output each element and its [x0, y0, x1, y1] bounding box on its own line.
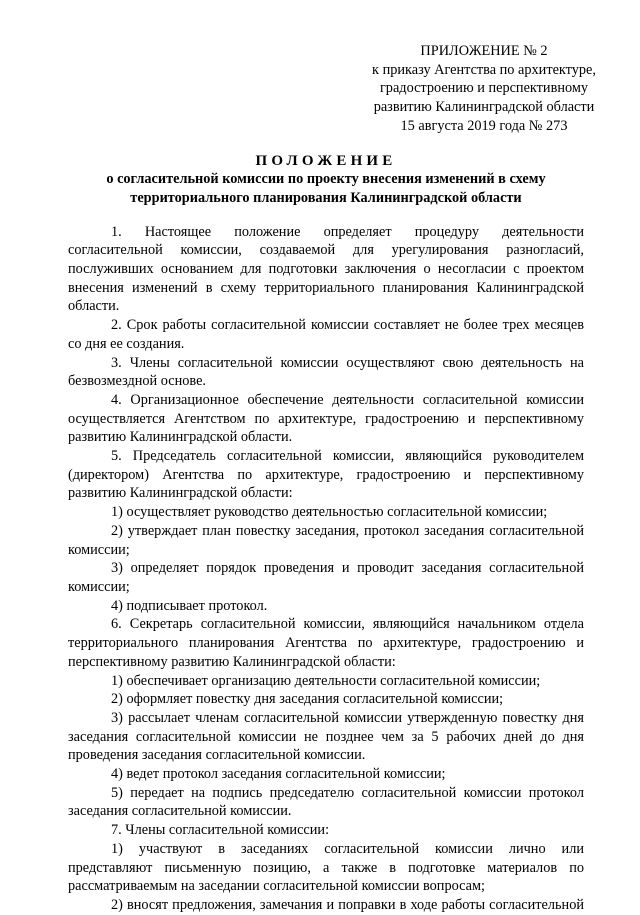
title-subtitle-line: о согласительной комиссии по проекту внесения изменений в схему: [106, 171, 546, 188]
list-item: 5) передает на подпись председателю согласительной комиссии протокол заседания согласительной комиссии.: [68, 784, 584, 820]
list-item: 3) определяет порядок проведения и проводит заседания согласительной комиссии;: [68, 560, 584, 595]
list-item: 4) подписывает протокол.: [111, 597, 268, 614]
paragraph-2: 2. Срок работы согласительной комиссии составляет не более трех месяцев со дня ее создания.: [68, 317, 584, 352]
document-title: [68, 152, 584, 208]
list-item: 1) участвуют в заседаниях согласительной комиссии лично или представляют письменную позицию, а также в подготовке материалов по рассматриваемым на заседании согласительной комиссии вопросам;: [68, 840, 584, 895]
list-item: 1) осуществляет руководство деятельностью согласительной комиссии;: [111, 504, 548, 521]
list-item: 2) вносят предложения, замечания и поправки в ходе работы согласительной: [111, 896, 584, 913]
title-subtitle: [68, 170, 584, 207]
paragraph-1: 1. Настоящее положение определяет процедуру деятельности согласительной комиссии, создаваемой для урегулирования разногласий, послуживших основанием для подготовки заключения о несогласии с проектом внесения изменений в схему территориального планирования Калининградской области.: [68, 223, 584, 315]
list-item: 2) оформляет повестку дня заседания согласительной комиссии;: [111, 691, 504, 708]
list-item: 1) обеспечивает организацию деятельности согласительной комиссии;: [111, 672, 541, 689]
appendix-date-line: 15 августа 2019 года № 273: [400, 117, 568, 134]
appendix-header: [364, 42, 604, 136]
appendix-agency-line: градостроению и перспективному: [379, 80, 589, 97]
paragraph-5: 5. Председатель согласительной комиссии, являющийся руководителем (директором) Агентства по архитектуре, градостроению и перспективному развитию Калининградской области:: [68, 448, 584, 502]
paragraph-7: 7. Члены согласительной комиссии:: [111, 822, 330, 839]
appendix-number: ПРИЛОЖЕНИЕ № 2: [420, 43, 548, 59]
paragraph-4: 4. Организационное обеспечение деятельности согласительной комиссии осуществляется Агентством по архитектуре, градостроению и перспективному развитию Калининградской области.: [68, 391, 584, 446]
paragraph-6: 6. Секретарь согласительной комиссии, являющийся начальником отдела территориального планирования Агентства по архитектуре, градостроению и перспективному развитию Калининградской области:: [68, 616, 584, 670]
title-subtitle-line: территориального планирования Калининградской области: [130, 189, 522, 206]
list-item: 3) рассылает членам согласительной комиссии утвержденную повестку дня заседания согласительной комиссии не позднее чем за 5 рабочих дней до дня проведения заседания согласительной комиссии.: [68, 709, 584, 764]
document-body: [68, 223, 584, 915]
appendix-region-line: развитию Калининградской области: [373, 99, 595, 116]
document-page: [68, 42, 596, 915]
list-item: 2) утверждает план повестку заседания, протокол заседания согласительной комиссии;: [68, 522, 584, 558]
list-item: 4) ведет протокол заседания согласительной комиссии;: [111, 766, 446, 783]
title-main: ПОЛОЖЕНИЕ: [255, 152, 397, 169]
appendix-order-line: к приказу Агентства по архитектуре,: [372, 61, 596, 78]
paragraph-3: 3. Члены согласительной комиссии осуществляют свою деятельность на безвозмездной основе.: [68, 354, 584, 390]
